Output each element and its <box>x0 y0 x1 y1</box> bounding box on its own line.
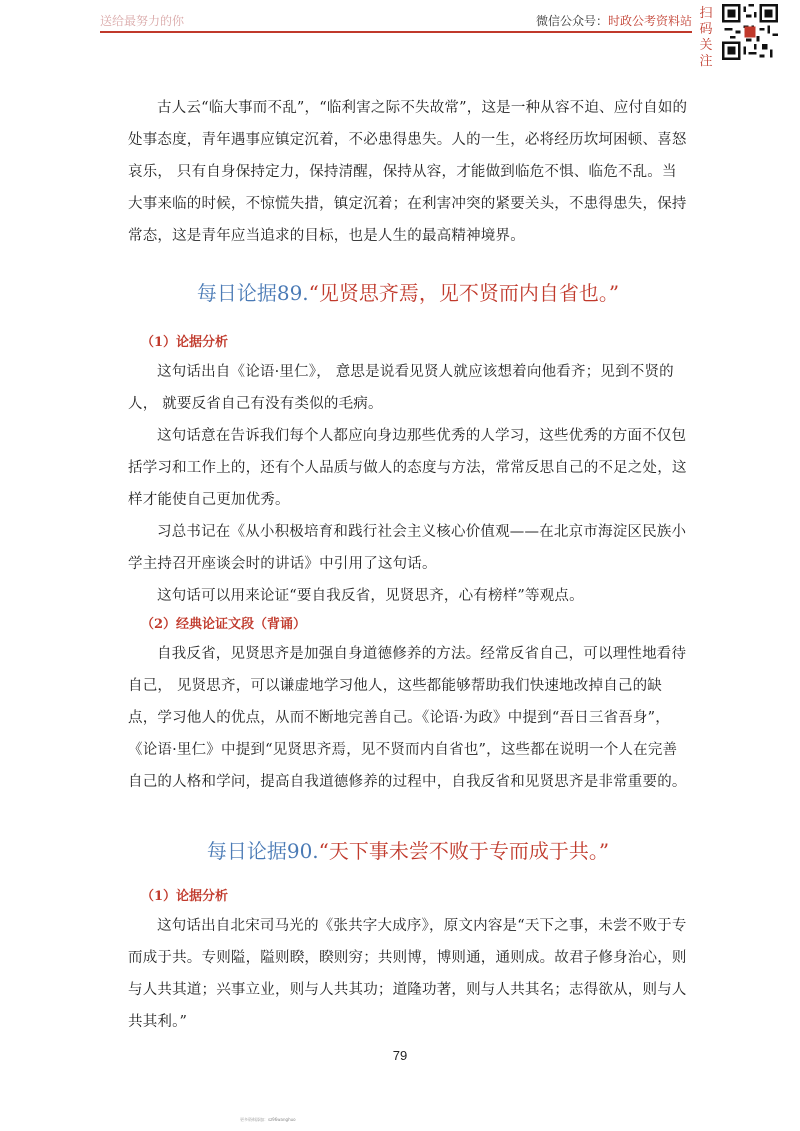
scan-follow-label: 扫码关注 <box>699 6 713 69</box>
footer-note: 更多资料添加：sz96wanghuo <box>240 1117 296 1122</box>
qr-code-icon[interactable] <box>722 4 778 60</box>
heading-number: 每日论据89. <box>196 281 309 305</box>
paragraph: 自我反省，见贤思齐是加强自身道德修养的方法。经常反省自己，可以理性地看待自己， 见贤思齐，可以谦虚地学习他人，这些都能够帮助我们快速地改掉自己的缺点，学习他人的优点，从而不断地完善自己。《论语·为政》中提到“吾日三省吾身”，《论语·里仁》中提到“见贤思齐焉，见不贤而内自省也”，这些都在说明一个人在完善自己的人格和学问，提高自我道德修养的过程中，自我反省和见贤思齐是非常重要的。 <box>128 646 687 790</box>
subheading-classic-text: （2）经典论证文段（背诵） <box>141 617 307 632</box>
paragraph: 这句话出自北宋司马光的《张共字大成序》，原文内容是“天下之事，未尝不败于专而成于共。专则隘，隘则睽，睽则穷；共则博，博则通，通则成。故君子修身治心，则与人共其道；兴事立业，则与人共其功；道隆功著，则与人共其名；志得欲从，则与人共其利。” <box>128 918 687 1030</box>
header-wechat-name: 时政公考资料站 <box>607 14 692 28</box>
paragraph: 这句话出自《论语·里仁》， 意思是说看见贤人就应该想着向他看齐；见到不贤的人， 就要反省自己有没有类似的毛病。 <box>128 364 674 412</box>
page-header <box>0 0 800 69</box>
subheading-analysis: （1）论据分析 <box>141 889 229 904</box>
section-heading-90 <box>128 836 688 866</box>
paragraph: 习总书记在《从小积极培育和践行社会主义核心价值观——在北京市海淀区民族小学主持召开座谈会时的讲话》中引用了这句话。 <box>128 524 687 572</box>
intro-paragraph: 古人云“临大事而不乱”，“临利害之际不失故常”，这是一种从容不迫、应付自如的处事态度，青年遇事应镇定沉着，不必患得患失。人的一生，必将经历坎坷困顿、喜怒哀乐， 只有自身保持定力，保持清醒，保持从容，才能做到临危不惧、临危不乱。当大事来临的时候，不惊慌失措，镇定沉着；在利害冲突的紧要关头，不患得患失，保持常态，这是青年应当追求的目标，也是人生的最高精神境界。 <box>128 100 688 244</box>
heading-number: 每日论据90. <box>206 839 319 863</box>
section-heading-89 <box>128 278 688 308</box>
header-wechat-prefix: 微信公众号： <box>535 14 608 28</box>
header-wechat <box>536 12 692 29</box>
heading-quote: “天下事未尝不败于专而成于共。” <box>318 839 610 863</box>
header-divider <box>100 31 692 33</box>
paragraph: 这句话意在告诉我们每个人都应向身边那些优秀的人学习，这些优秀的方面不仅包括学习和工作上的，还有个人品质与做人的态度与方法，常常反思自己的不足之处，这样才能使自己更加优秀。 <box>128 428 687 508</box>
heading-quote: “见贤思齐焉，见不贤而内自省也。” <box>308 281 620 305</box>
paragraph: 这句话可以用来论证“要自我反省，见贤思齐，心有榜样”等观点。 <box>157 588 584 604</box>
header-slogan: 送给最努力的你 <box>100 14 185 28</box>
subheading-analysis: （1）论据分析 <box>141 335 229 350</box>
page-content <box>128 92 688 1038</box>
page-number: 79 <box>392 1048 408 1063</box>
